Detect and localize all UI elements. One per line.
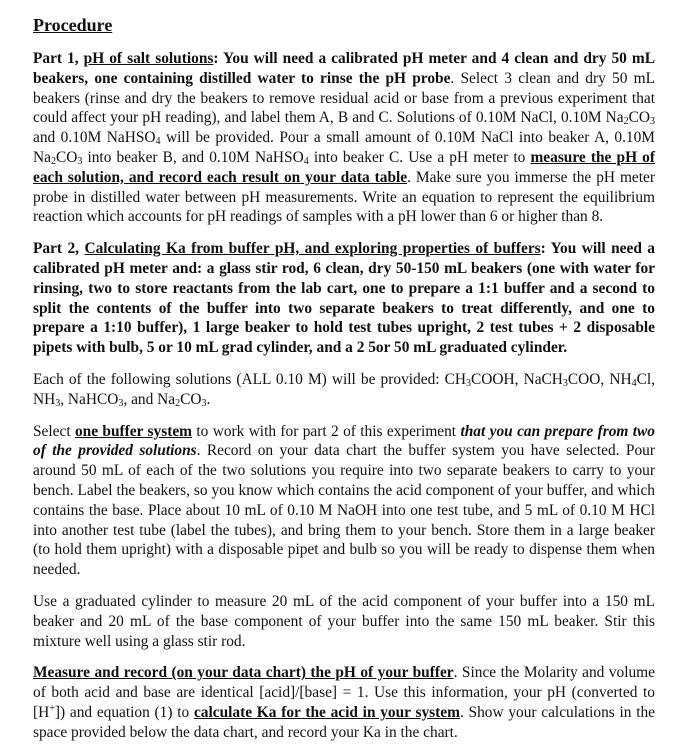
part1-text: . Select 3 clean and dry 50 mL beakers (rinse and dry the beakers to remove residual acid or base from a previous experiment that could affect your pH reading), and label them A, B and C. Solutions of 0.10M NaCl, 0.10M Na bbox=[33, 69, 655, 127]
cylinder-paragraph: Use a graduated cylinder to measure 20 mL of the acid component of your buffer into a 150 mL beaker and 20 mL of the base component of your buffer into the same 150 mL beaker. Stir this mixture well using a glass stir rod. bbox=[33, 592, 655, 650]
select-emphasis-solutions: that you can prepare from two of the provided solutions bbox=[33, 422, 655, 460]
select-emphasis-buffer: one buffer system bbox=[74, 422, 192, 440]
part2-label: Part 2, bbox=[33, 240, 85, 258]
select-buffer-paragraph: Select one buffer system to work with for part 2 of this experiment that you can prepare from two of the provided solutions. Record on your data chart the buffer system you have selected. Pour around 50 mL of each of the two solutions you require into two separate beakers to carry to your bench. Label the beakers, so you know which contains the acid component of your buffer, and which contains the base. Place about 10 mL of 0.10 M NaOH into one test tube, and 5 mL of 0.10 M HCl into another test tube (label the tubes), and bring them to your bench. Store them in a large beaker (to hold them upright) with a disposable pipet and bulb so you will be ready to dispense them when needed. bbox=[33, 422, 655, 579]
measure-emphasis-record: Measure and record (on your data chart) the pH of your buffer bbox=[33, 664, 454, 682]
part1-label: Part 1, bbox=[33, 50, 84, 67]
measure-paragraph: Measure and record (on your data chart) the pH of your buffer. Since the Molarity and volume of both acid and base are identical [acid]/[base] = 1. Use this information, your pH (converted to [H+]) and equation (1) to calculate Ka for the acid in your system. Show your calculations in the space provided below the data chart, and record your Ka in the chart. bbox=[33, 664, 656, 741]
part1-intro: : You will need a calibrated pH meter and 4 clean and dry 50 mL beakers, one containing distilled water to rinse the pH probe bbox=[33, 50, 655, 87]
page-title: Procedure bbox=[33, 15, 113, 35]
solutions-paragraph: Each of the following solutions (ALL 0.10 M) will be provided: $CH_3COOH$, NaCH$_3$COO, $NH_4Cl$, $NH_3$, NaHCO$_3$, and $Na_2CO_3$. bbox=[33, 370, 655, 409]
part1-emphasis: measure the pH of each solution, and record each result on your data table bbox=[33, 148, 655, 186]
part2-label-underlined: Calculating Ka from buffer pH, and exploring properties of buffers bbox=[84, 240, 541, 258]
part1-label-underlined: pH of salt solutions bbox=[83, 50, 214, 67]
part2-paragraph bbox=[33, 239, 655, 358]
measure-emphasis-ka: calculate Ka for the acid in your system bbox=[193, 703, 460, 721]
part1-paragraph: Part 1, pH of salt solutions: You will need a calibrated pH meter and 4 clean and dry 50 mL beakers, one containing distilled water to rinse the pH probe. Select 3 clean and dry 50 mL beakers (rinse and dry the beakers to remove residual acid or base from a previous experiment that could affect your pH reading), and label them A, B and C. Solutions of 0.10M NaCl, 0.10M $Na_2CO_3$ and 0.10M NaHSO$_4$ will be provided. Pour a small amount of 0.10M NaCl into beaker A, 0.10M $Na_2CO_3$ into beaker B, and 0.10M NaHSO$_4$ into beaker C. Use a pH meter to measure the pH of each solution, and record each result on your data table. Make sure you immerse the pH meter probe in distilled water between pH measurements. Write an equation to represent the equilibrium reaction which accounts for pH readings of samples with a pH lower than 6 or higher than 8. bbox=[33, 50, 655, 226]
procedure-document bbox=[33, 14, 655, 743]
part2-intro: : You will need a calibrated pH meter and: a glass stir rod, 6 clean, dry 50-150 mL beakers (one with water for rinsing, two to store reactants from the lab cart, one to prepare a 1:1 buffer and a second to split the contents of the buffer into two separate beakers to treat differently, and one to prepare a 1:10 buffer), 1 large beaker to hold test tubes upright, 2 test tubes + 2 disposable pipets with bulb, 5 or 10 mL grad cylinder, and a 2 5or 50 mL graduated cylinder. bbox=[33, 240, 655, 357]
